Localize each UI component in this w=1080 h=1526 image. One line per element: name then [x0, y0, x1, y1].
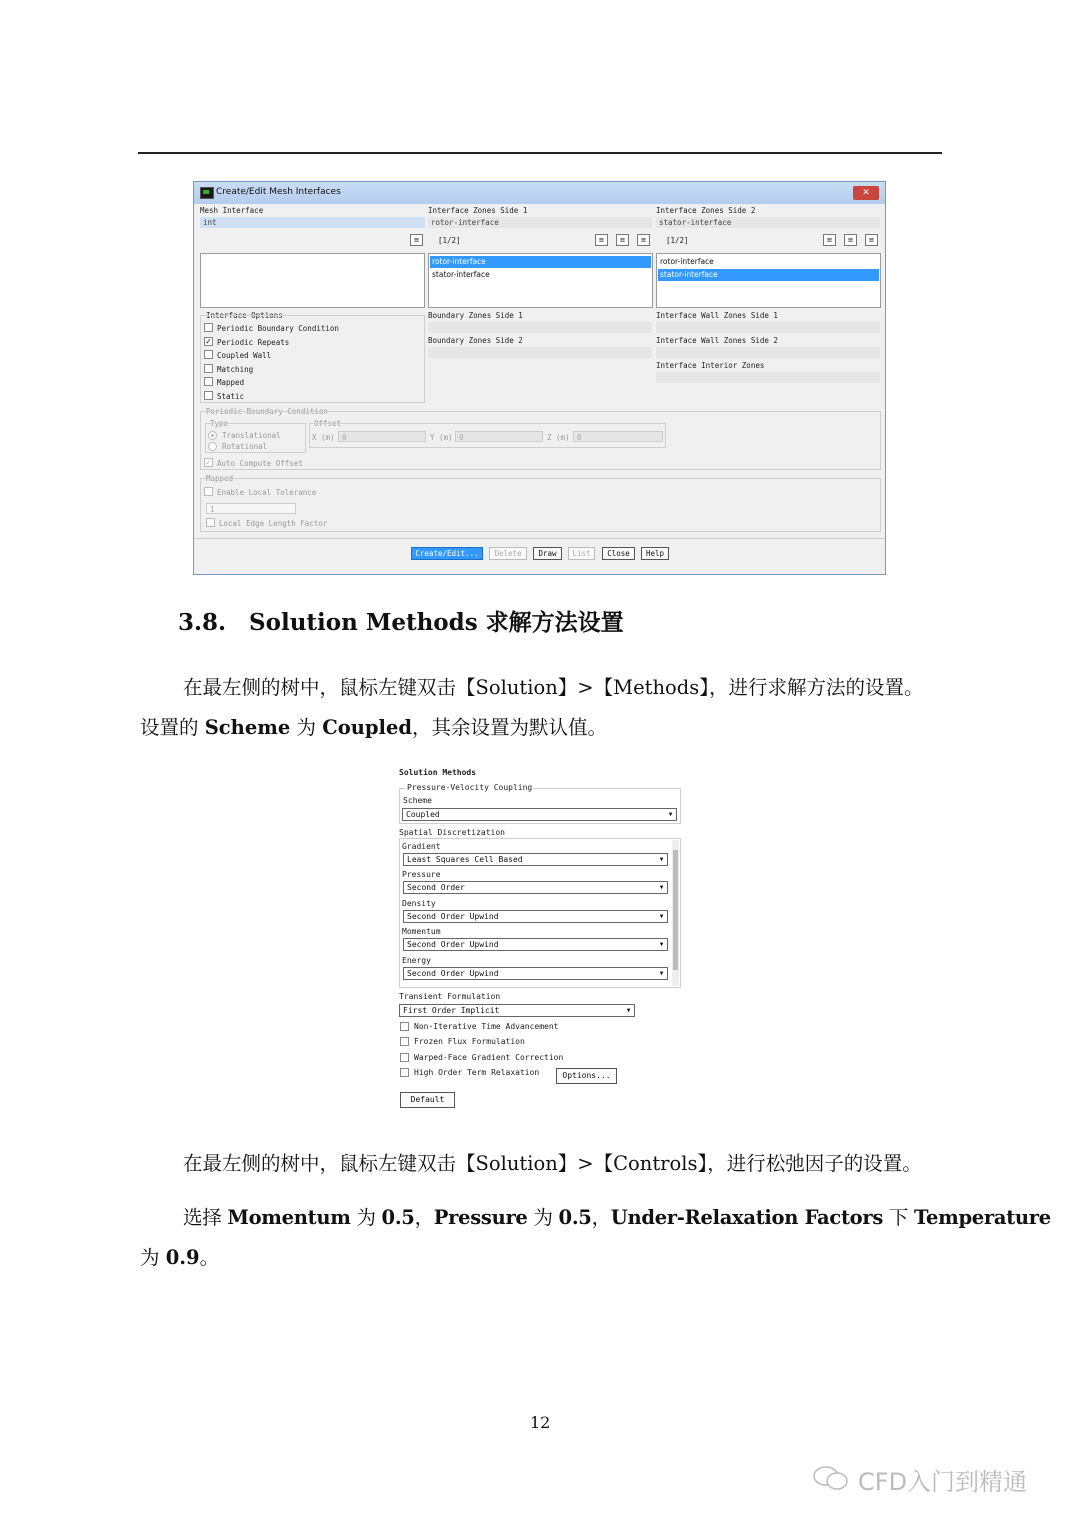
pressure-label: Pressure	[402, 870, 441, 879]
solution-methods-title: Solution Methods	[399, 768, 477, 777]
matching-checkbox[interactable]	[204, 364, 213, 373]
scheme-value: Coupled	[406, 810, 440, 819]
chevron-down-icon: ▼	[659, 856, 664, 863]
paragraph-3-line-1	[183, 1202, 1051, 1230]
translational-radio[interactable]	[208, 431, 217, 440]
chevron-down-icon: ▼	[659, 941, 664, 948]
spatial-scrollbar[interactable]	[672, 840, 679, 986]
pvc-label: Pressure-Velocity Coupling	[407, 783, 533, 792]
boundary-side2-field	[428, 347, 652, 358]
text-run: ，	[591, 1206, 611, 1229]
rotational-radio[interactable]	[208, 442, 217, 451]
transient-label: Transient Formulation	[399, 992, 501, 1001]
tolerance-input[interactable]: 1	[206, 503, 296, 514]
frozen-flux-label: Frozen Flux Formulation	[414, 1037, 525, 1046]
boundary-side2-label: Boundary Zones Side 2	[428, 336, 523, 345]
density-value: Second Order Upwind	[407, 912, 499, 921]
filter-icon[interactable]: ≡	[844, 234, 857, 246]
side2-input[interactable]: stator-interface	[656, 217, 880, 228]
y-offset-input[interactable]: 0	[455, 431, 543, 442]
non-iterative-label: Non-Iterative Time Advancement	[414, 1022, 559, 1031]
interior-zones-field	[656, 372, 880, 383]
text-run: Momentum	[227, 1206, 351, 1229]
deselect-icon[interactable]: ≡	[637, 234, 650, 246]
offset-label: Offset	[314, 419, 342, 428]
interior-zones-label: Interface Interior Zones	[656, 361, 765, 370]
momentum-dropdown[interactable]	[403, 938, 668, 951]
edge-factor-label: Local Edge Length Factor	[219, 519, 328, 528]
static-label: Static	[217, 392, 245, 401]
frozen-flux-checkbox[interactable]	[400, 1037, 409, 1046]
text-run: 为	[290, 716, 323, 739]
mesh-interfaces-dialog	[193, 181, 886, 575]
help-button[interactable]: Help	[641, 547, 669, 560]
x-label: X (m)	[312, 433, 335, 442]
text-run: 设置的	[140, 716, 205, 739]
mesh-interface-label: Mesh Interface	[200, 206, 264, 215]
text-run: Pressure	[433, 1206, 528, 1229]
wall-side1-field	[656, 322, 880, 333]
non-iterative-checkbox[interactable]	[400, 1022, 409, 1031]
pressure-dropdown[interactable]	[403, 881, 668, 894]
rotational-label: Rotational	[222, 442, 268, 451]
select-all-icon[interactable]: ≡	[595, 234, 608, 246]
energy-value: Second Order Upwind	[407, 969, 499, 978]
auto-compute-checkbox[interactable]: ✓	[205, 458, 212, 467]
scheme-dropdown[interactable]	[402, 808, 677, 821]
list-item[interactable]: stator-interface	[658, 269, 879, 281]
header-rule	[138, 152, 942, 154]
z-offset-input[interactable]: 0	[573, 431, 663, 442]
periodic-bc-checkbox[interactable]	[204, 323, 213, 332]
enable-tolerance-label: Enable Local Tolerance	[217, 488, 317, 497]
list-item[interactable]: rotor-interface	[430, 256, 651, 268]
wall-side2-field	[656, 347, 880, 358]
close-icon[interactable]: ✕	[853, 186, 879, 200]
text-run: 为	[140, 1246, 166, 1269]
options-button[interactable]: Options...	[556, 1068, 617, 1084]
mesh-interface-input[interactable]: int	[200, 217, 425, 228]
edge-factor-checkbox[interactable]	[206, 518, 215, 527]
mesh-interface-list[interactable]	[200, 253, 425, 308]
text-run: 0.5	[381, 1206, 415, 1229]
coupled-wall-label: Coupled Wall	[217, 351, 272, 360]
side1-label: Interface Zones Side 1	[428, 206, 528, 215]
chevron-down-icon: ▼	[626, 1007, 631, 1014]
periodic-group-label: Periodic Boundary Condition	[206, 407, 328, 416]
density-dropdown[interactable]	[403, 910, 668, 923]
gradient-label: Gradient	[402, 842, 441, 851]
transient-value: First Order Implicit	[403, 1006, 500, 1015]
periodic-repeats-label: Periodic Repeats	[217, 338, 290, 347]
text-run: Temperature	[914, 1206, 1051, 1229]
side2-label: Interface Zones Side 2	[656, 206, 756, 215]
pressure-value: Second Order	[407, 883, 465, 892]
draw-button[interactable]: Draw	[533, 547, 562, 560]
watermark: CFD入门到精通	[858, 1468, 1028, 1496]
z-label: Z (m)	[547, 433, 570, 442]
text-run: Scheme	[204, 716, 291, 739]
side2-list[interactable]	[656, 253, 881, 308]
density-label: Density	[402, 899, 436, 908]
static-checkbox[interactable]	[204, 391, 213, 400]
deselect-icon[interactable]: ≡	[865, 234, 878, 246]
text-run: 。	[199, 1246, 220, 1269]
list-item[interactable]: stator-interface	[432, 270, 490, 279]
spatial-label: Spatial Discretization	[399, 828, 505, 837]
text-run: Coupled	[322, 716, 412, 739]
warped-face-label: Warped-Face Gradient Correction	[414, 1053, 564, 1062]
text-run: 选择	[183, 1206, 228, 1229]
transient-dropdown[interactable]	[399, 1004, 635, 1017]
translational-label: Translational	[222, 431, 281, 440]
filter-icon[interactable]: ≡	[616, 234, 629, 246]
paragraph-1-line-1: 在最左侧的树中，鼠标左键双击【Solution】>【Methods】，进行求解方法的设置。	[183, 676, 924, 699]
solution-methods-panel	[396, 766, 684, 1111]
side1-input[interactable]: rotor-interface	[428, 217, 652, 228]
scrollbar-thumb[interactable]	[673, 850, 678, 970]
chevron-down-icon: ▼	[668, 811, 673, 818]
scheme-label: Scheme	[403, 796, 432, 805]
boundary-side1-label: Boundary Zones Side 1	[428, 311, 523, 320]
wall-side1-label: Interface Wall Zones Side 1	[656, 311, 778, 320]
y-label: Y (m)	[430, 433, 453, 442]
paragraph-1-line-2	[140, 712, 607, 740]
deselect-icon[interactable]: ≡	[410, 234, 423, 246]
momentum-label: Momentum	[402, 927, 441, 936]
text-run: ，其余设置为默认值。	[412, 716, 608, 739]
delete-button[interactable]: Delete	[489, 547, 527, 560]
button-divider	[194, 538, 885, 539]
section-heading: 3.8. Solution Methods 求解方法设置	[178, 609, 624, 636]
text-run: 下	[883, 1206, 915, 1229]
page-number: 12	[530, 1413, 551, 1432]
boundary-side1-field	[428, 322, 652, 333]
mapped-group-label: Mapped	[206, 474, 234, 483]
paragraph-3-line-2	[140, 1242, 219, 1270]
create-edit-button[interactable]: Create/Edit...	[411, 547, 483, 560]
chevron-down-icon: ▼	[659, 970, 664, 977]
side2-count: [1/2]	[666, 236, 689, 245]
high-order-checkbox[interactable]	[400, 1068, 409, 1077]
chevron-down-icon: ▼	[659, 913, 664, 920]
type-label: Type	[210, 419, 229, 428]
mapped-label: Mapped	[217, 378, 245, 387]
text-run: 0.5	[558, 1206, 592, 1229]
text-run: 为	[527, 1206, 559, 1229]
gradient-dropdown[interactable]	[403, 853, 668, 866]
gradient-value: Least Squares Cell Based	[407, 855, 523, 864]
chevron-down-icon: ▼	[659, 884, 664, 891]
list-item[interactable]: rotor-interface	[660, 257, 714, 266]
interface-options-label: Interface Options	[206, 311, 283, 320]
coupled-wall-checkbox[interactable]	[204, 350, 213, 359]
close-button[interactable]: Close	[602, 547, 635, 560]
wechat-icon	[812, 1465, 850, 1491]
list-button[interactable]: List	[568, 547, 595, 560]
energy-label: Energy	[402, 956, 431, 965]
text-run: Under-Relaxation Factors	[610, 1206, 884, 1229]
mapped-checkbox[interactable]	[204, 377, 213, 386]
text-run: ，	[414, 1206, 434, 1229]
enable-tolerance-checkbox[interactable]	[204, 487, 213, 496]
periodic-bc-label: Periodic Boundary Condition	[217, 324, 339, 333]
select-all-icon[interactable]: ≡	[823, 234, 836, 246]
momentum-value: Second Order Upwind	[407, 940, 499, 949]
dialog-title: Create/Edit Mesh Interfaces	[216, 187, 341, 197]
wall-side2-label: Interface Wall Zones Side 2	[656, 336, 778, 345]
auto-compute-label: Auto Compute Offset	[217, 459, 303, 468]
warped-face-checkbox[interactable]	[400, 1053, 409, 1062]
side1-list[interactable]	[428, 253, 653, 308]
default-button[interactable]: Default	[400, 1092, 455, 1108]
high-order-label: High Order Term Relaxation	[414, 1068, 540, 1077]
energy-dropdown[interactable]	[403, 967, 668, 980]
app-icon	[200, 187, 214, 199]
matching-label: Matching	[217, 365, 254, 374]
dialog-titlebar	[194, 182, 885, 204]
text-run: 为	[350, 1206, 382, 1229]
x-offset-input[interactable]: 0	[338, 431, 426, 442]
paragraph-2: 在最左侧的树中，鼠标左键双击【Solution】>【Controls】，进行松弛因子的设置。	[183, 1152, 922, 1175]
side1-count: [1/2]	[438, 236, 461, 245]
periodic-repeats-checkbox[interactable]: ✓	[205, 337, 212, 346]
text-run: 0.9	[165, 1246, 200, 1269]
